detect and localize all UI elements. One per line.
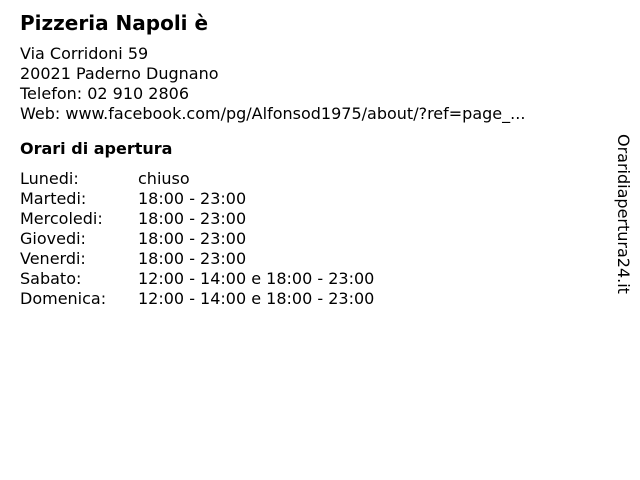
hours-row-sunday — [20, 289, 600, 309]
hours-row-saturday — [20, 269, 600, 289]
hours-time: 18:00 - 23:00 — [138, 229, 247, 248]
web-line — [20, 104, 600, 124]
hours-row-thursday — [20, 229, 600, 249]
hours-time: chiuso — [138, 169, 190, 188]
hours-row-wednesday — [20, 209, 600, 229]
site-brand-watermark — [612, 134, 634, 310]
phone-label: Telefon: — [20, 84, 83, 103]
phone-line — [20, 84, 600, 104]
hours-list — [20, 169, 600, 309]
business-card — [20, 10, 600, 309]
hours-time: 18:00 - 23:00 — [138, 249, 247, 268]
hours-day: Lunedi: — [20, 169, 79, 188]
hours-time: 12:00 - 14:00 e 18:00 - 23:00 — [138, 269, 375, 288]
hours-day: Martedi: — [20, 189, 87, 208]
hours-row-tuesday — [20, 189, 600, 209]
hours-day: Venerdi: — [20, 249, 86, 268]
web-link[interactable]: www.facebook.com/pg/Alfonsod1975/about/?ref=page_... — [65, 104, 526, 123]
web-label: Web: — [20, 104, 61, 123]
phone-number[interactable]: 02 910 2806 — [87, 84, 190, 103]
hours-day: Domenica: — [20, 289, 107, 308]
hours-time: 12:00 - 14:00 e 18:00 - 23:00 — [138, 289, 375, 308]
hours-section-title: Orari di apertura — [20, 139, 173, 158]
hours-time: 18:00 - 23:00 — [138, 189, 247, 208]
hours-day: Mercoledi: — [20, 209, 103, 228]
hours-time: 18:00 - 23:00 — [138, 209, 247, 228]
address-line-city: 20021 Paderno Dugnano — [20, 64, 219, 83]
hours-row-monday — [20, 169, 600, 189]
hours-day: Sabato: — [20, 269, 82, 288]
address-line-street: Via Corridoni 59 — [20, 44, 149, 63]
hours-row-friday — [20, 249, 600, 269]
hours-day: Giovedi: — [20, 229, 86, 248]
business-name: Pizzeria Napoli è — [20, 11, 209, 35]
site-brand-text: Oraridiapertura24.it — [614, 134, 633, 294]
